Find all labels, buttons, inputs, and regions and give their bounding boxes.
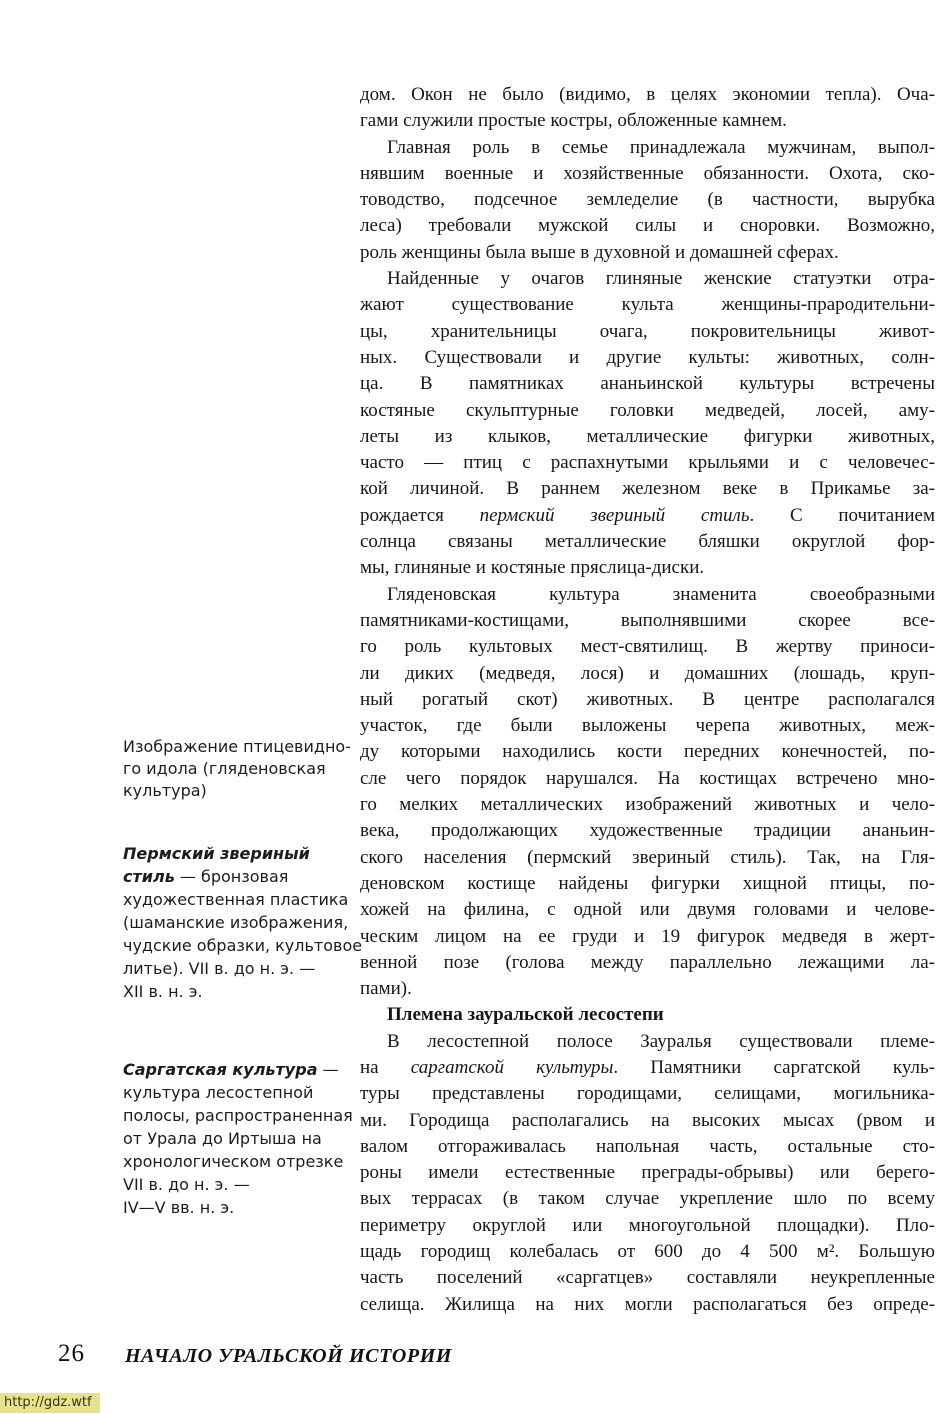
text-line: деновском костище найдены фигурки хищной птицы, по- (360, 872, 935, 894)
text-line: венной позе (голова между параллельно лежащими ла- (360, 951, 935, 973)
page-number: 26 (58, 1340, 85, 1367)
margin-note-line: полосы, распространенная (123, 1106, 353, 1125)
text-line: часто — птиц с распахнутыми крыльями и с человечес- (360, 452, 935, 474)
text-line: ми. Городища располагались на высоких мысах (рвом и (360, 1109, 935, 1131)
text-line: ли диких (медведя, лося) и домашних (лошадь, круп- (360, 662, 935, 684)
text-line: жают существование культа женщины-прародительни- (360, 294, 935, 316)
margin-note-line: IV—V вв. н. э. (123, 1198, 235, 1217)
text-line: роны имели естественные преграды-обрывы) или берего- (360, 1162, 935, 1184)
margin-note-line: XII в. н. э. (123, 982, 203, 1001)
margin-note-line: стиль — бронзовая (123, 867, 289, 886)
text-line: ду которыми находились кости передних конечностей, по- (360, 741, 935, 763)
text-line: нявшим военные и хозяйственные обязанности. Охота, ско- (360, 162, 935, 184)
text-line: селища. Жилища на них могли располагаться без опреде- (360, 1293, 935, 1315)
running-title: НАЧАЛО УРАЛЬСКОЙ ИСТОРИИ (125, 1345, 453, 1367)
margin-note-line: Саргатская культура — (123, 1060, 339, 1079)
text-line: солнца связаны металлические бляшки округлой фор- (360, 531, 935, 553)
text-line: хожей на филина, с одной или двумя головами и челове- (360, 899, 935, 921)
definition-sargat-culture (123, 1058, 358, 1219)
text-line: ных. Существовали и другие культы: животных, солн- (360, 346, 935, 368)
text-line: памятниками-костищами, выполнявшими скорее все- (360, 609, 935, 631)
text-line: цы, хранительницы очага, покровительницы живот- (360, 320, 935, 342)
text-line: века, продолжающих художественные традиции ананьин- (360, 820, 935, 842)
margin-note-line: хронологическом отрезке (123, 1152, 344, 1171)
emphasized-text: пермский звериный стиль (479, 504, 750, 526)
text-line: рождается пермский звериный стиль. С почитанием (360, 504, 935, 526)
text-line: костяные скульптурные головки медведей, лосей, аму- (360, 399, 935, 421)
margin-note-line: от Урала до Иртыша на (123, 1129, 322, 1148)
margin-note-line: Изображение птицевидно- (123, 737, 351, 756)
text-line: ный рогатый скот) животных. В центре располагался (360, 688, 935, 710)
text-line: Главная роль в семье принадлежала мужчинам, выпол- (387, 136, 935, 158)
text-line: гами служили простые костры, обложенные камнем. (360, 110, 787, 132)
text-line: леса) требовали мужской силы и сноровки. Возможно, (360, 215, 935, 237)
text-line: участок, где были выложены черепа животных, меж- (360, 715, 935, 737)
text-line: го мелких металлических изображений животных и чело- (360, 794, 935, 816)
margin-note-line: чудские образки, культовое (123, 936, 363, 955)
text-line: леты из клыков, металлические фигурки животных, (360, 425, 935, 447)
emphasized-text: Пермский звериный (123, 844, 310, 863)
margin-note-line: VII в. до н. э. — (123, 1175, 250, 1194)
text-line: ского населения (пермский звериный стиль). Так, на Гля- (360, 846, 935, 868)
main-text (360, 82, 935, 1318)
text-line: сле чего порядок нарушался. На костищах встречено мно- (360, 767, 935, 789)
margin-note-line: культура лесостепной (123, 1083, 314, 1102)
emphasized-text: саргатской культуры (410, 1056, 614, 1078)
margin-note-line: культура) (123, 781, 207, 800)
text-line: В лесостепной полосе Зауралья существовали племе- (387, 1030, 935, 1052)
definition-permian-animal-style (123, 842, 363, 1003)
text-line: валом отгораживалась напольная часть, остальные сто- (360, 1135, 935, 1157)
text-line: роль женщины была выше в духовной и домашней сферах. (360, 241, 839, 263)
text-line: кой личиной. В раннем железном веке в Прикамье за- (360, 478, 935, 500)
emphasized-text: стиль (123, 867, 175, 886)
text-line: часть поселений «саргатцев» составляли неукрепленные (360, 1267, 935, 1289)
watermark-url: http://gdz.wtf (0, 1393, 100, 1413)
text-line: товодство, подсечное земледелие (в частности, вырубка (360, 189, 935, 211)
text-line: Найденные у очагов глиняные женские статуэтки отра- (387, 268, 935, 290)
text-line: дом. Окон не было (видимо, в целях экономии тепла). Оча- (360, 84, 935, 105)
margin-note-line: (шаманские изображения, (123, 913, 349, 932)
text-line: щадь городищ колебалась от 600 до 4 500 м². Большую (360, 1241, 935, 1263)
margin-note-line: го идола (гляденовская (123, 759, 326, 778)
emphasized-text: Саргатская культура (123, 1060, 318, 1079)
text-line: периметру округлой или многоугольной площадки). Пло- (360, 1214, 935, 1236)
section-heading: Племена зауральской лесостепи (387, 1004, 664, 1026)
text-line: туры представлены городищами, селищами, могильника- (360, 1083, 935, 1105)
text-line: Гляденовская культура знаменита своеобразными (387, 583, 935, 605)
text-line: пами). (360, 978, 412, 1000)
text-line: на саргатской культуры. Памятники саргатской куль- (360, 1056, 935, 1078)
figure-caption (123, 736, 358, 802)
margin-note-line: художественная пластика (123, 890, 349, 909)
text-line: вых террасах (в таком случае укрепление шло по всему (360, 1188, 935, 1210)
margin-note-line: литье). VII в. до н. э. — (123, 959, 316, 978)
text-line: ческим лицом на ее груди и 19 фигурок медведя в жерт- (360, 925, 935, 947)
text-line: ца. В памятниках ананьинской культуры встречены (360, 373, 935, 395)
margin-note-line (123, 842, 358, 865)
text-line: мы, глиняные и костяные пряслица-диски. (360, 557, 705, 579)
text-line: го роль культовых мест-святилищ. В жертву приноси- (360, 636, 935, 658)
